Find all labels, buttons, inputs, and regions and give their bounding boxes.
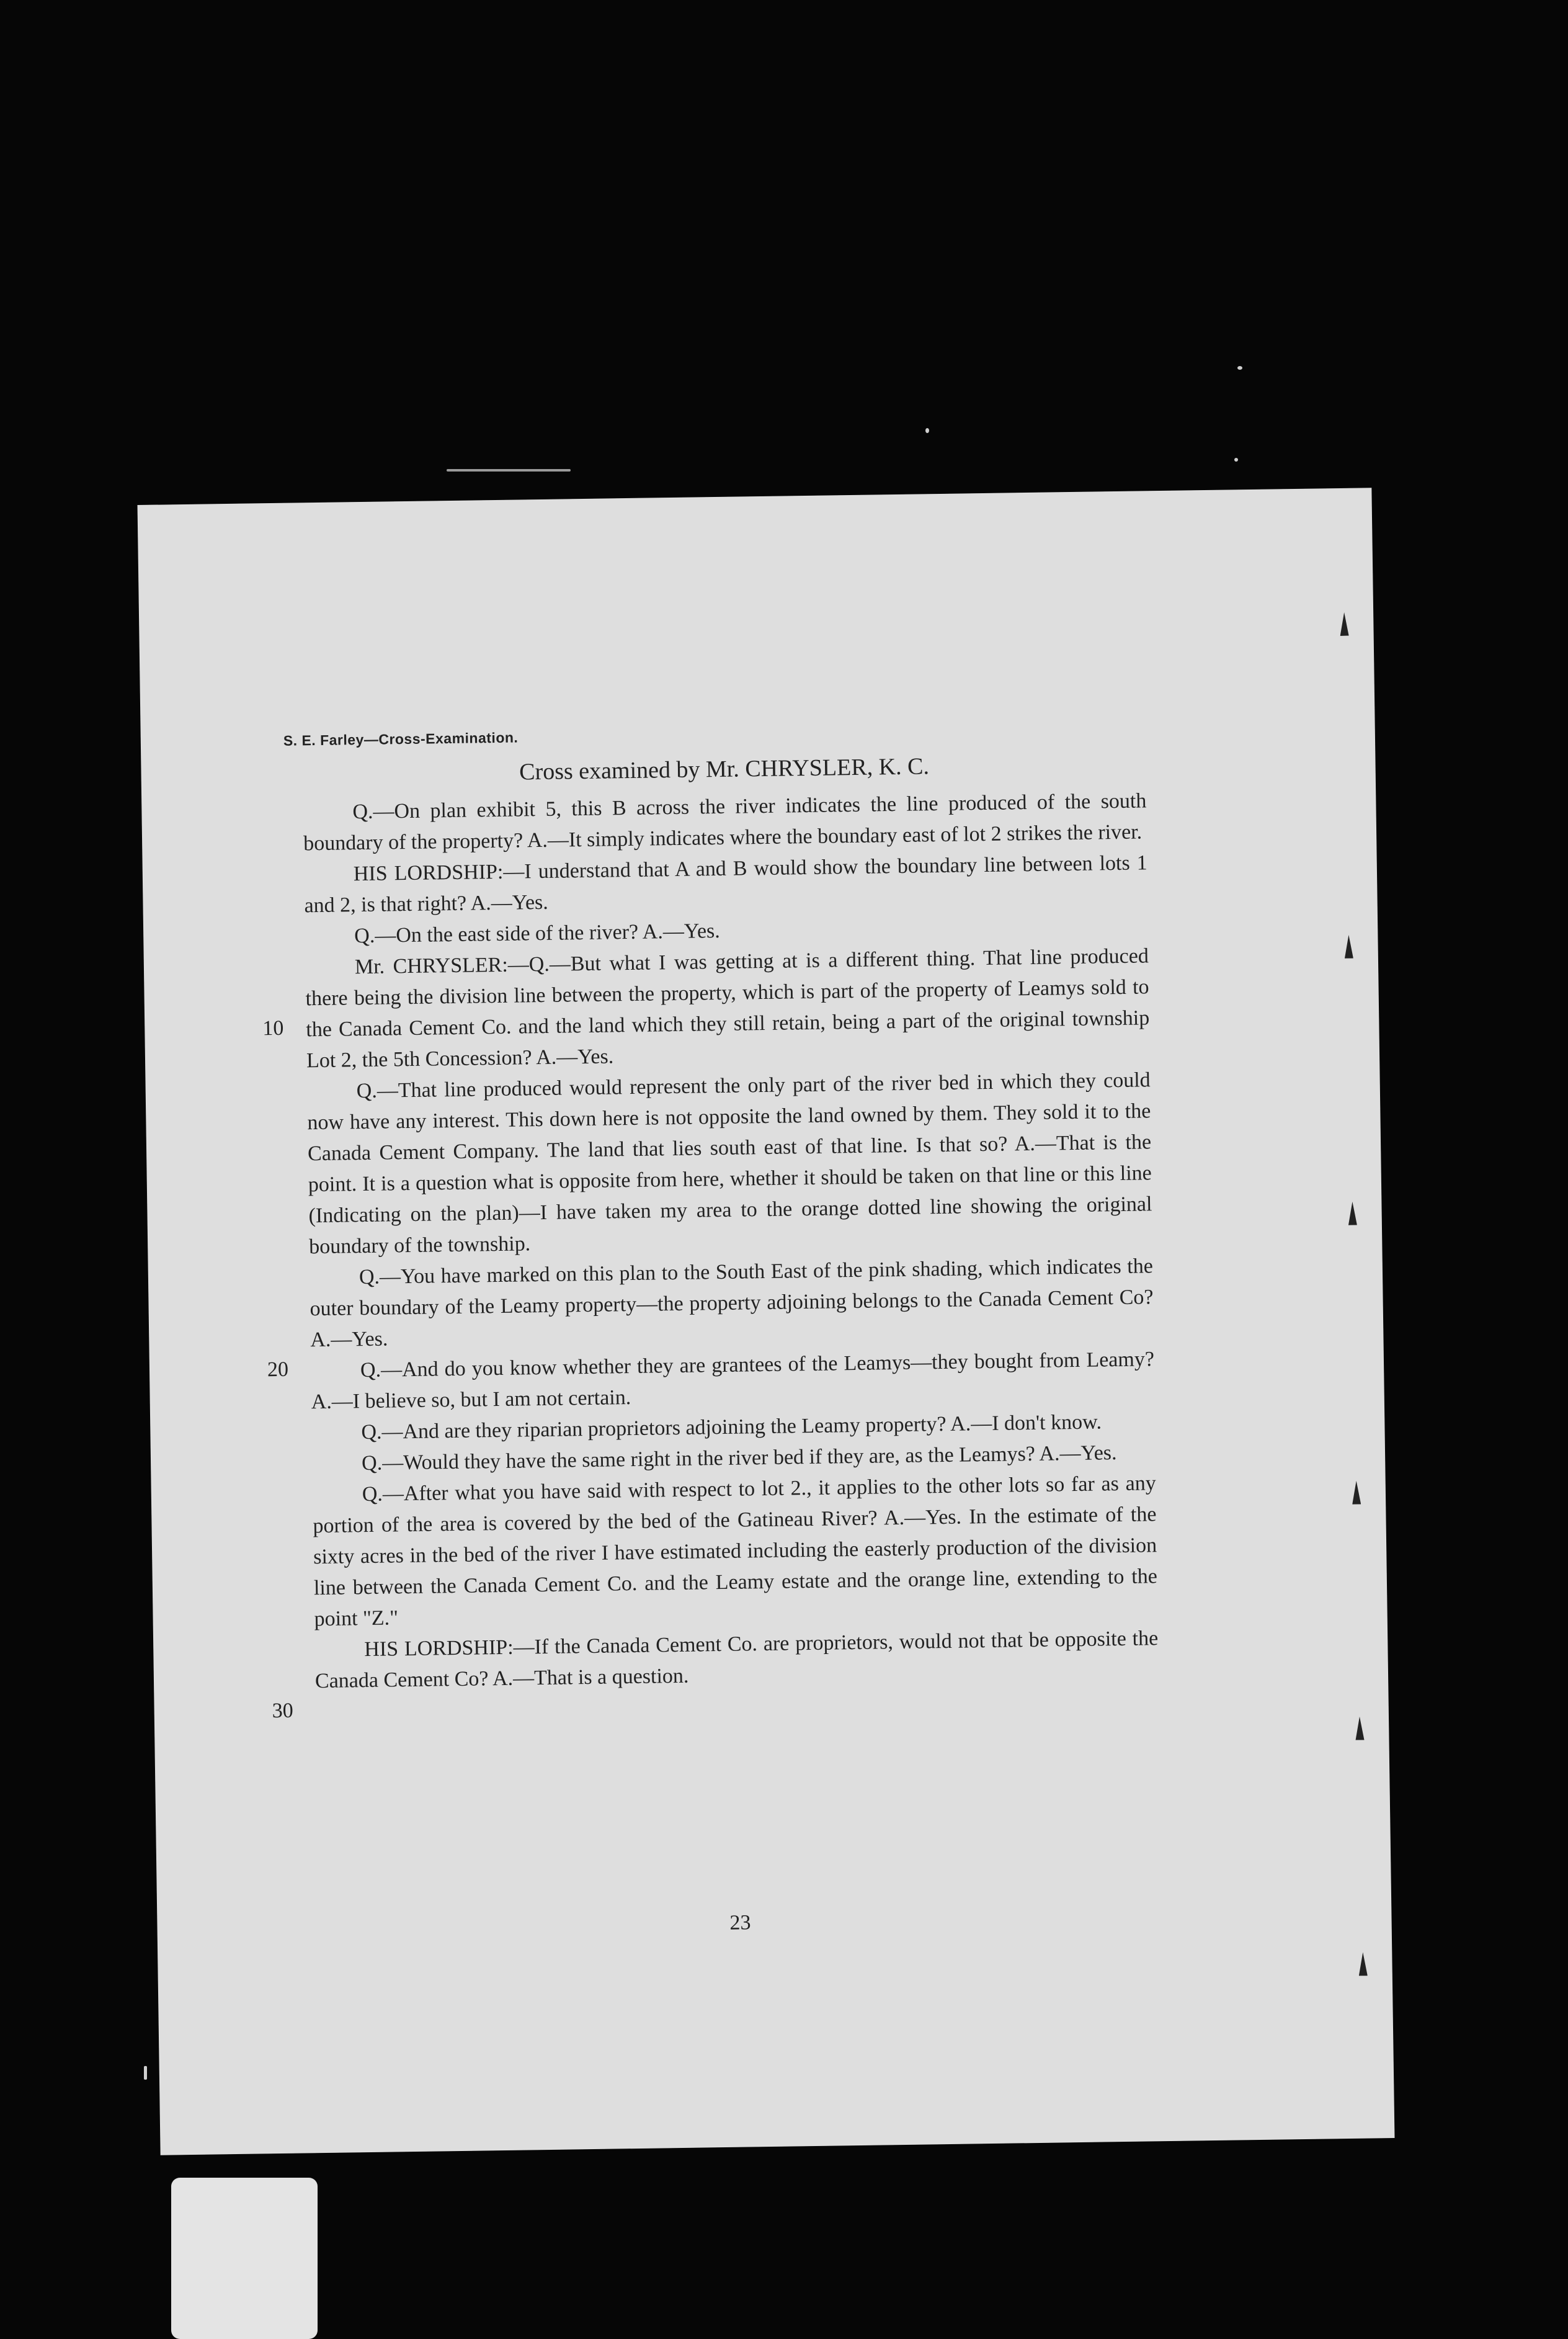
page-edge-mark <box>1355 1717 1365 1740</box>
paragraph: Q.—After what you have said with respect to lot 2., it applies to the other lots so far as any portion of the area is covered by the bed of the Gatineau River? A.—Yes. In the estimate of the sixty acres in the bed of the river I have estimated including the easterly production of the division line between the Canada Cement Co. and the Leamy estate and the orange line, extending to the point "Z." <box>313 1472 1158 1631</box>
page-number: 23 <box>729 1911 751 1934</box>
paragraph: HIS LORDSHIP:—If the Canada Cement Co. are proprietors, would not that be opposite the Canada Cement Co? A.—That is a question. <box>314 1627 1159 1693</box>
dust-speck <box>1234 458 1238 462</box>
paragraph: Q.—On the east side of the river? A.—Yes. <box>354 919 721 948</box>
next-page-stub <box>171 2178 318 2339</box>
margin-line-number: 30 <box>272 1699 293 1723</box>
margin-line-number: 10 <box>262 1016 284 1040</box>
page-edge-mark <box>1348 1202 1357 1225</box>
dust-speck <box>447 469 571 472</box>
dust-speck <box>144 2066 147 2080</box>
page-edge-mark <box>1340 612 1349 636</box>
paragraph: HIS LORDSHIP:—I understand that A and B would show the boundary line between lots 1 and 2, is that right? A.—Yes. <box>304 851 1147 918</box>
paragraph: Q.—And do you know whether they are grantees of the Leamys—they bought from Leamy? A.—I believe so, but I am not certain. <box>311 1348 1155 1414</box>
page-edge-mark <box>1344 935 1353 959</box>
margin-line-number: 20 <box>267 1357 289 1382</box>
paragraph: Q.—Would they have the same right in the river bed if they are, as the Leamys? A.—Yes. <box>361 1441 1117 1475</box>
dust-speck <box>925 428 929 433</box>
paragraph: Mr. CHRYSLER:—Q.—But what I was getting at is a different thing. That line produced there being the division line between the property, which is part of the property of Leamys sold to the Canada Cement Co. and the land which they still retain, being a part of the original township Lot 2, the 5th Concession? A.—Yes. <box>305 944 1150 1073</box>
page-edge-mark <box>1352 1481 1361 1505</box>
paragraph: Q.—On plan exhibit 5, this B across the river indicates the line produced of the south boundary of the property? A.—It simply indicates where the boundary east of lot 2 strikes the river. <box>303 789 1147 856</box>
paragraph: Q.—That line produced would represent the only part of the river bed in which they could now have any interest. This down here is not opposite the land owned by them. They sold it to the Canada Cement Company. The land that lies south east of that line. Is that so? A.—That is the point. It is a question what is opposite from here, whether it should be taken on that line or this line (Indicating on the plan)—I have taken my area to the orange dotted line showing the original boundary of the township. <box>307 1068 1152 1259</box>
dust-speck <box>1237 366 1242 370</box>
document-page <box>138 488 1395 2155</box>
page-edge-mark <box>1358 1952 1368 1976</box>
running-head: S. E. Farley—Cross-Examination. <box>283 729 519 749</box>
paragraph: Q.—You have marked on this plan to the South East of the pink shading, which indicates the outer boundary of the Leamy property—the property adjoining belongs to the Canada Cement Co? A.—Yes. <box>310 1254 1154 1352</box>
page-content <box>262 720 1159 1934</box>
section-heading: Cross examined by Mr. CHRYSLER, K. C. <box>519 753 930 785</box>
paragraph: Q.—And are they riparian proprietors adjoining the Leamy property? A.—I don't know. <box>361 1410 1102 1444</box>
